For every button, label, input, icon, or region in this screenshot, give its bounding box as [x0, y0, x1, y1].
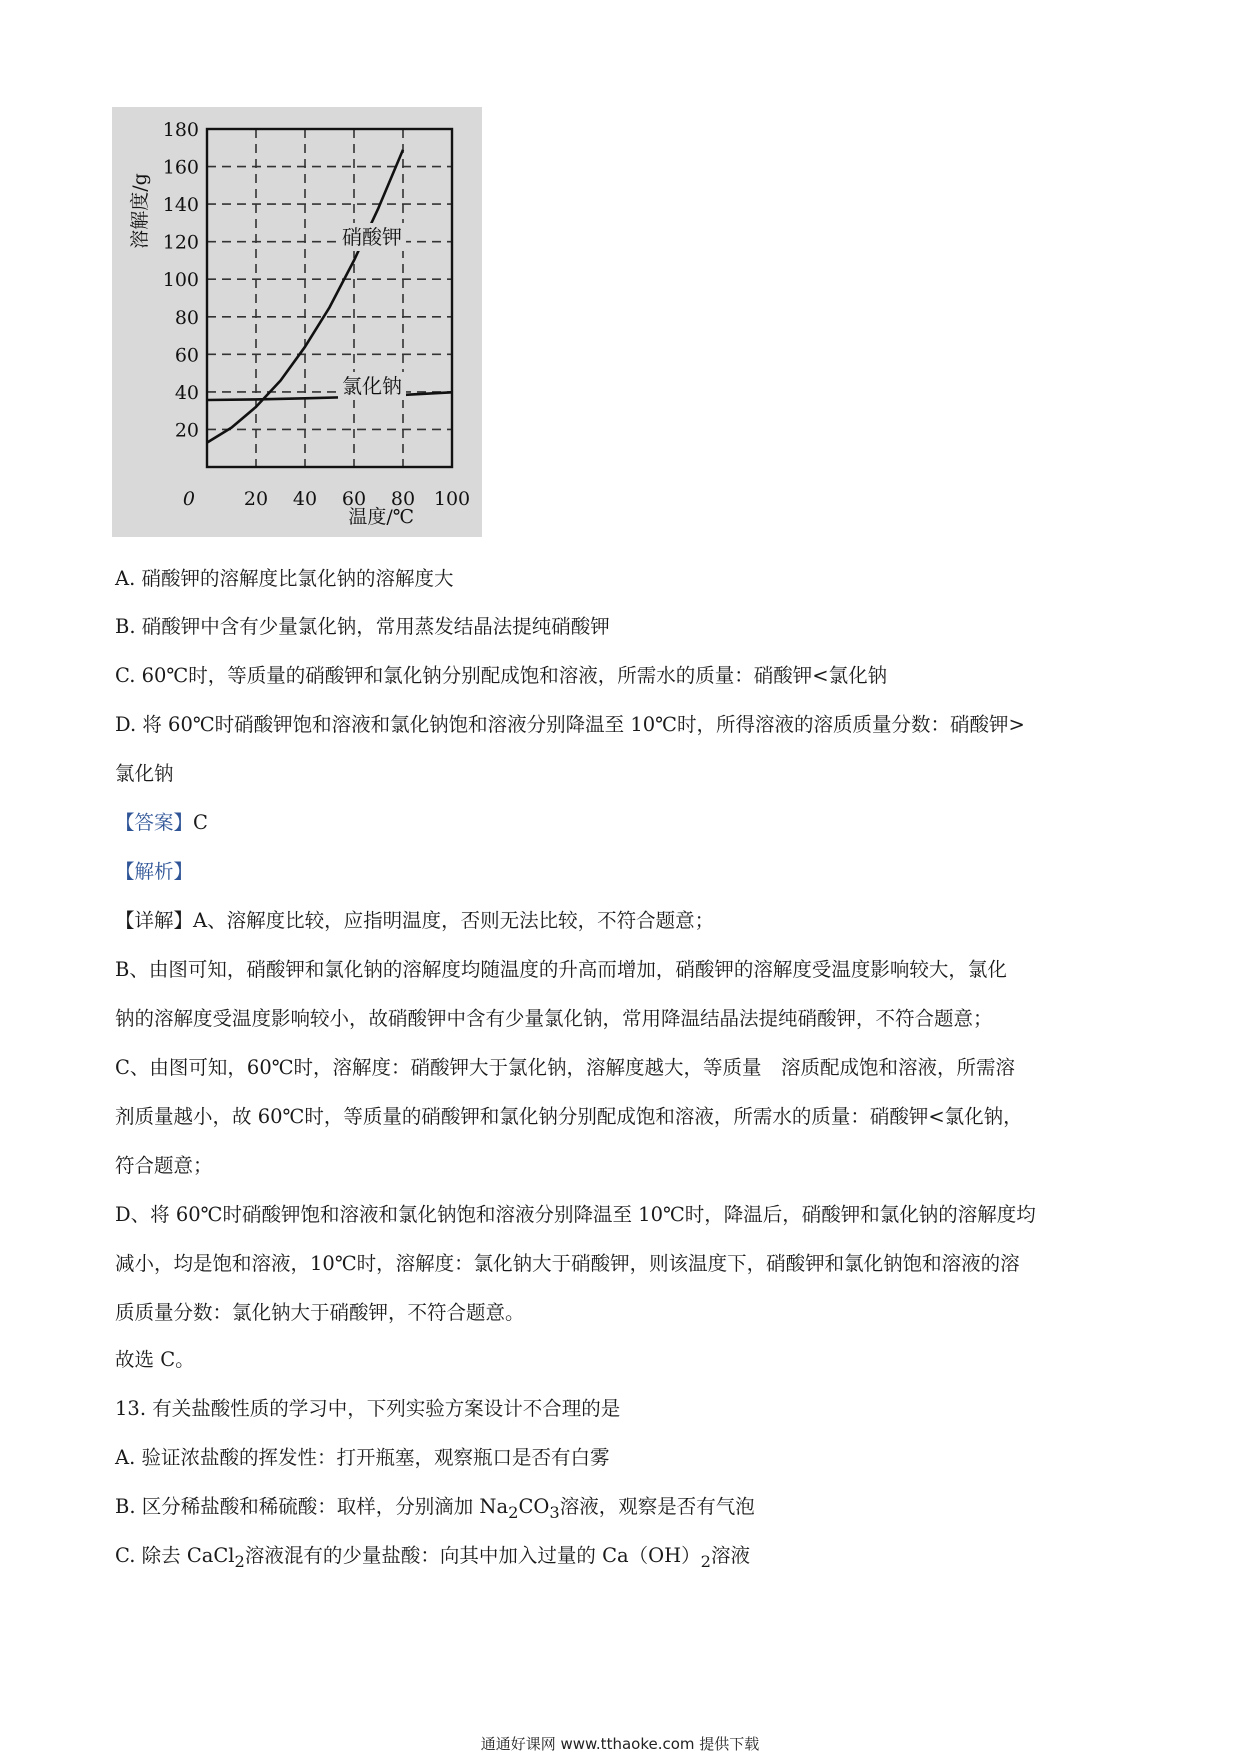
solubility-chart [112, 107, 482, 537]
detail-b-line2: 钠的溶解度受温度影响较小，故硝酸钾中含有少量氯化钠，常用降温结晶法提纯硝酸钾，不符合题意； [115, 1007, 993, 1030]
y-tick-label: 180 [162, 119, 199, 141]
analysis-label: 【解析】 [115, 860, 194, 883]
detail-d-line1: D、将 60℃时硝酸钾饱和溶液和氯化钠饱和溶液分别降温至 10℃时，降温后，硝酸钾和氯化钠的溶解度均 [115, 1203, 1036, 1226]
series-line-2 [207, 392, 452, 400]
series-label: 氯化钠 [342, 374, 402, 398]
detail-conclusion: 故选 C。 [115, 1348, 195, 1371]
detail-b-line1: B、由图可知，硝酸钾和氯化钠的溶解度均随温度的升高而增加，硝酸钾的溶解度受温度影响较大，氯化 [115, 958, 1007, 981]
detail-c-line3: 符合题意； [115, 1154, 213, 1177]
y-tick-label: 40 [174, 381, 199, 404]
option-d-line2: 氯化钠 [115, 762, 174, 785]
q13-c-sub-1: 2 [234, 1551, 245, 1571]
x-tick-label: 80 [390, 488, 416, 510]
solubility-chart-svg [112, 107, 482, 537]
option-b: B. 硝酸钾中含有少量氯化钠，常用蒸发结晶法提纯硝酸钾 [115, 615, 610, 638]
q13-c-sub-2: 2 [700, 1551, 711, 1571]
q13-c-text-2: 溶液混有的少量盐酸：向其中加入过量的 Ca（OH） [244, 1544, 701, 1567]
y-tick-label: 160 [162, 156, 199, 179]
detail-d-line3: 质质量分数：氯化钠大于硝酸钾，不符合题意。 [115, 1301, 525, 1324]
y-tick-label: 120 [162, 231, 199, 254]
option-c: C. 60℃时，等质量的硝酸钾和氯化钠分别配成饱和溶液，所需水的质量：硝酸钾<氯化钠 [115, 664, 888, 687]
answer-line [115, 811, 1130, 835]
y-tick-label: 140 [162, 194, 199, 217]
x-axis-title: 温度/℃ [348, 506, 414, 528]
q13-b-text-2: CO [518, 1495, 550, 1518]
x-tick-label: 40 [292, 488, 318, 510]
y-tick-label: 60 [174, 344, 199, 367]
series-label: 硝酸钾 [342, 225, 402, 249]
x-tick-label: 0 [182, 488, 195, 510]
q13-b-text-3: 溶液，观察是否有气泡 [559, 1495, 755, 1518]
x-tick-label: 100 [433, 488, 471, 510]
q13-b-text-1: B. 区分稀盐酸和稀硫酸：取样，分别滴加 Na [115, 1495, 509, 1518]
detail-a [115, 909, 1130, 933]
answer-label: 【答案】 [115, 811, 194, 834]
detail-a-text: A、溶解度比较，应指明温度，否则无法比较，不符合题意； [193, 909, 715, 932]
x-tick-label: 60 [341, 488, 367, 510]
y-tick-label: 20 [174, 419, 199, 442]
analysis-heading [115, 860, 1130, 884]
question-13-option-a: A. 验证浓盐酸的挥发性：打开瓶塞，观察瓶口是否有白雾 [115, 1446, 610, 1469]
q13-c-text-3: 溶液 [710, 1544, 750, 1567]
detail-label: 【详解】 [115, 909, 194, 932]
question-13-option-c [115, 1544, 1130, 1574]
question-13-option-b [115, 1495, 1130, 1525]
answer-value: C [193, 811, 208, 834]
q13-c-text-1: C. 除去 CaCl [115, 1544, 235, 1567]
detail-c-line2: 剂质量越小，故 60℃时，等质量的硝酸钾和氯化钠分别配成饱和溶液，所需水的质量：硝酸钾<氯化钠， [115, 1105, 1023, 1128]
page-footer: 通通好课网 www.tthaoke.com 提供下载 [480, 1735, 760, 1753]
q13-b-sub-1: 2 [508, 1502, 519, 1522]
option-a: A. 硝酸钾的溶解度比氯化钠的溶解度大 [115, 567, 454, 590]
q13-b-sub-2: 3 [549, 1502, 560, 1522]
y-axis-title: 溶解度/g [129, 173, 151, 249]
y-tick-label: 100 [162, 269, 199, 292]
detail-d-line2: 减小，均是饱和溶液，10℃时，溶解度：氯化钠大于硝酸钾，则该温度下，硝酸钾和氯化钠饱和溶液的溶 [115, 1252, 1020, 1275]
x-tick-label: 20 [243, 488, 269, 510]
option-d-line1: D. 将 60℃时硝酸钾饱和溶液和氯化钠饱和溶液分别降温至 10℃时，所得溶液的溶质质量分数：硝酸钾> [115, 713, 1025, 736]
question-13-stem: 13. 有关盐酸性质的学习中，下列实验方案设计不合理的是 [115, 1397, 621, 1420]
y-tick-label: 80 [174, 306, 199, 329]
detail-c-line1: C、由图可知，60℃时，溶解度：硝酸钾大于氯化钠，溶解度越大，等质量 溶质配成饱和溶液，所需溶 [115, 1056, 1016, 1079]
